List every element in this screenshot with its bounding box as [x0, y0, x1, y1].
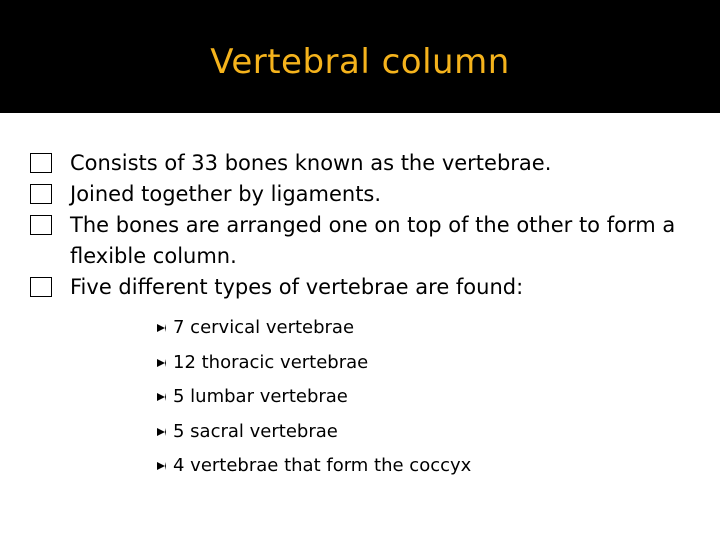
sub-bullet-item: [76, 415, 700, 450]
bullet-item: [30, 272, 700, 484]
title-bar: [0, 0, 720, 113]
sub-bullet-item: [76, 311, 700, 346]
sub-bullet-text: 12 thoracic vertebrae: [173, 351, 369, 373]
bullet-text: Five different types of vertebrae are found:: [70, 275, 524, 299]
sub-bullet-text: 5 sacral vertebrae: [173, 420, 338, 442]
square-bullet-icon: [30, 184, 52, 204]
sub-bullet-text: 5 lumbar vertebrae: [173, 386, 348, 407]
bullet-item: [30, 179, 700, 210]
sub-bullet-list: [76, 311, 700, 484]
arrow-bullet-icon: [157, 428, 166, 436]
arrow-bullet-icon: [157, 462, 166, 470]
slide-title: Vertebral column: [210, 42, 510, 82]
square-bullet-icon: [30, 215, 52, 235]
arrow-bullet-icon: [157, 324, 166, 332]
bullet-list: [30, 148, 700, 484]
arrow-bullet-icon: [157, 393, 166, 401]
bullet-text: Consists of 33 bones known as the vertebrae.: [70, 151, 552, 175]
arrow-bullet-icon: [157, 359, 166, 367]
bullet-item: [30, 210, 700, 272]
square-bullet-icon: [30, 277, 52, 297]
sub-bullet-item: [76, 346, 700, 381]
sub-bullet-text: 7 cervical vertebrae: [173, 317, 355, 338]
sub-bullet-text: 4 vertebrae that form the coccyx: [173, 455, 472, 476]
sub-bullet-item: [76, 380, 700, 415]
sub-bullet-item: [76, 449, 700, 484]
bullet-text: The bones are arranged one on top of the other to form a flexible column.: [70, 213, 676, 268]
bullet-text: Joined together by ligaments.: [70, 182, 382, 206]
bullet-item: [30, 148, 700, 179]
square-bullet-icon: [30, 153, 52, 173]
